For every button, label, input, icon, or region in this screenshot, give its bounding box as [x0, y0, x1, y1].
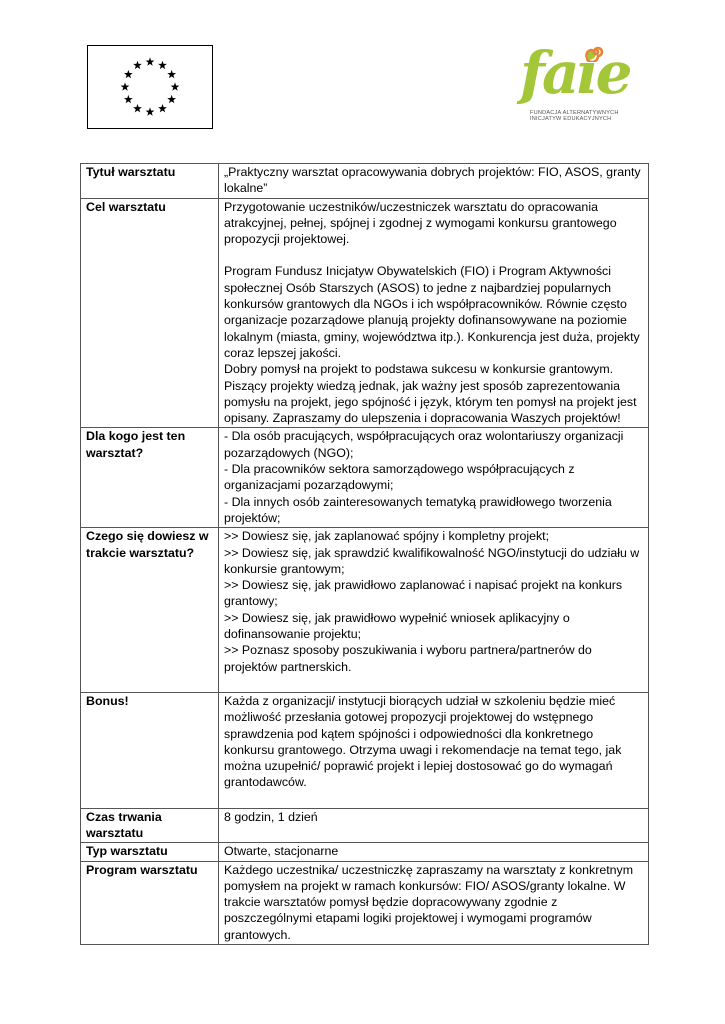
table-row	[81, 428, 649, 528]
value-paragraph: - Dla pracowników sektora samorządowego współpracujących z organizacjami pozarządowymi;	[224, 462, 575, 493]
star-icon	[121, 82, 130, 90]
value-paragraph: >> Poznasz sposoby poszukiwania i wyboru partnera/partnerów do projektów partnerskich.	[224, 643, 592, 674]
blank-line	[224, 675, 643, 691]
row-label: Program warsztatu	[81, 861, 219, 944]
star-icon	[158, 104, 167, 112]
logo-subtitle-line: INICJATYW EDUKACYJNYCH	[530, 116, 612, 123]
row-label: Czas trwania warsztatu	[81, 808, 219, 843]
star-icon	[158, 61, 167, 69]
star-icon	[146, 107, 155, 115]
faie-logo	[516, 40, 636, 132]
table-row	[81, 808, 649, 843]
row-value	[219, 164, 649, 199]
logo-subtitle-line: FUNDACJA ALTERNATYWNYCH	[530, 110, 619, 116]
logo-subtitle	[530, 110, 619, 123]
row-value	[219, 528, 649, 693]
row-label: Dla kogo jest ten warsztat?	[81, 428, 219, 528]
star-icon	[171, 82, 180, 90]
row-value	[219, 692, 649, 808]
star-icon	[167, 70, 176, 78]
value-paragraph: „Praktyczny warsztat opracowywania dobrych projektów: FIO, ASOS, granty lokalne”	[224, 165, 641, 196]
row-value	[219, 808, 649, 843]
table-row	[81, 692, 649, 808]
row-value	[219, 428, 649, 528]
value-paragraph: Przygotowanie uczestników/uczestniczek warsztatu do opracowania atrakcyjnej, pełnej, spójnej i zgodnej z wymogami konkursu grantowego propozycji projektowej.	[224, 199, 617, 247]
blank-line	[224, 247, 643, 263]
logo-wordmark: faie	[520, 39, 630, 107]
eu-flag-logo	[87, 45, 213, 129]
star-icon	[146, 57, 155, 65]
eu-stars-icon	[88, 46, 212, 128]
value-paragraph: Dobry pomysł na projekt to podstawa sukcesu w konkursie grantowym. Piszący projekty wiedzą jednak, jak ważny jest sposób zaprezentowania pomysłu na projekt, jego spójność i język, którym ten pomysł na projekt jest opisany. Zapraszamy do ulepszenia i dopracowania Waszych projektów!	[224, 362, 637, 426]
table-row	[81, 843, 649, 861]
value-paragraph: >> Dowiesz się, jak sprawdzić kwalifikowalność NGO/instytucji do udziału w konkursie grantowym;	[224, 545, 640, 576]
value-paragraph: - Dla osób pracujących, współpracujących oraz wolontariuszy organizacji pozarządowych (NGO);	[224, 429, 624, 460]
row-value	[219, 861, 649, 944]
value-paragraph: >> Dowiesz się, jak prawidłowo wypełnić wniosek aplikacyjny o dofinansowanie projektu;	[224, 610, 570, 642]
value-paragraph: Każdego uczestnika/ uczestniczkę zapraszamy na warsztaty z konkretnym pomysłem na projekt w ramach konkursów: FIO/ ASOS/granty lokalne. W trakcie warsztatów pomysł będzie dopracowywany zgodnie z poszczególnymi etapami logiki projektowej i wymogami programów grantowych.	[224, 862, 634, 942]
row-label: Typ warsztatu	[81, 843, 219, 861]
value-paragraph: Program Fundusz Inicjatyw Obywatelskich (FIO) i Program Aktywności społecznej Osób Starszych (ASOS) to jedne z najbardziej popularnych konkursów grantowych dla NGOs i ich współpracowników. Równie często organizacje pozarządowe planują projekty dofinansowywane na poziomie lokalnym (miasta, gminy, województwa itp.). Konkurencja jest duża, projekty coraz lepszej jakości.	[224, 264, 640, 360]
value-paragraph: >> Dowiesz się, jak zaplanować spójny i kompletny projekt;	[224, 529, 550, 544]
star-icon	[167, 95, 176, 103]
row-value	[219, 843, 649, 861]
value-paragraph: >> Dowiesz się, jak prawidłowo zaplanować i napisać projekt na konkurs grantowy;	[224, 578, 623, 609]
table-row	[81, 861, 649, 944]
value-paragraph: Każda z organizacji/ instytucji biorących udział w szkoleniu będzie mieć możliwość przesłania gotowej propozycji projektowej do wstępnego sprawdzenia pod kątem spójności i odpowiedności dla konkretnego konkursu grantowego. Otrzyma uwagi i rekomendacje na temat tego, jak można uzupełnić/ poprawić projekt i lepiej dostosować go do wymagań grantodawców.	[224, 693, 622, 790]
blank-line	[224, 791, 643, 807]
star-icon	[124, 70, 133, 78]
row-label: Tytuł warsztatu	[81, 164, 219, 199]
value-paragraph: 8 godzin, 1 dzień	[224, 809, 318, 824]
swirl-icon	[586, 42, 606, 62]
table-row	[81, 164, 649, 199]
row-label: Cel warsztatu	[81, 198, 219, 428]
workshop-info-table	[80, 163, 649, 945]
table-row	[81, 528, 649, 693]
row-label: Czego się dowiesz w trakcie warsztatu?	[81, 528, 219, 693]
star-icon	[133, 104, 142, 112]
value-paragraph: - Dla innych osób zainteresowanych tematyką prawidłowego tworzenia projektów;	[224, 494, 612, 525]
row-value	[219, 198, 649, 428]
star-icon	[133, 61, 142, 69]
table-row	[81, 198, 649, 428]
value-paragraph: Otwarte, stacjonarne	[224, 844, 339, 859]
star-icon	[124, 95, 133, 103]
row-label: Bonus!	[81, 692, 219, 808]
